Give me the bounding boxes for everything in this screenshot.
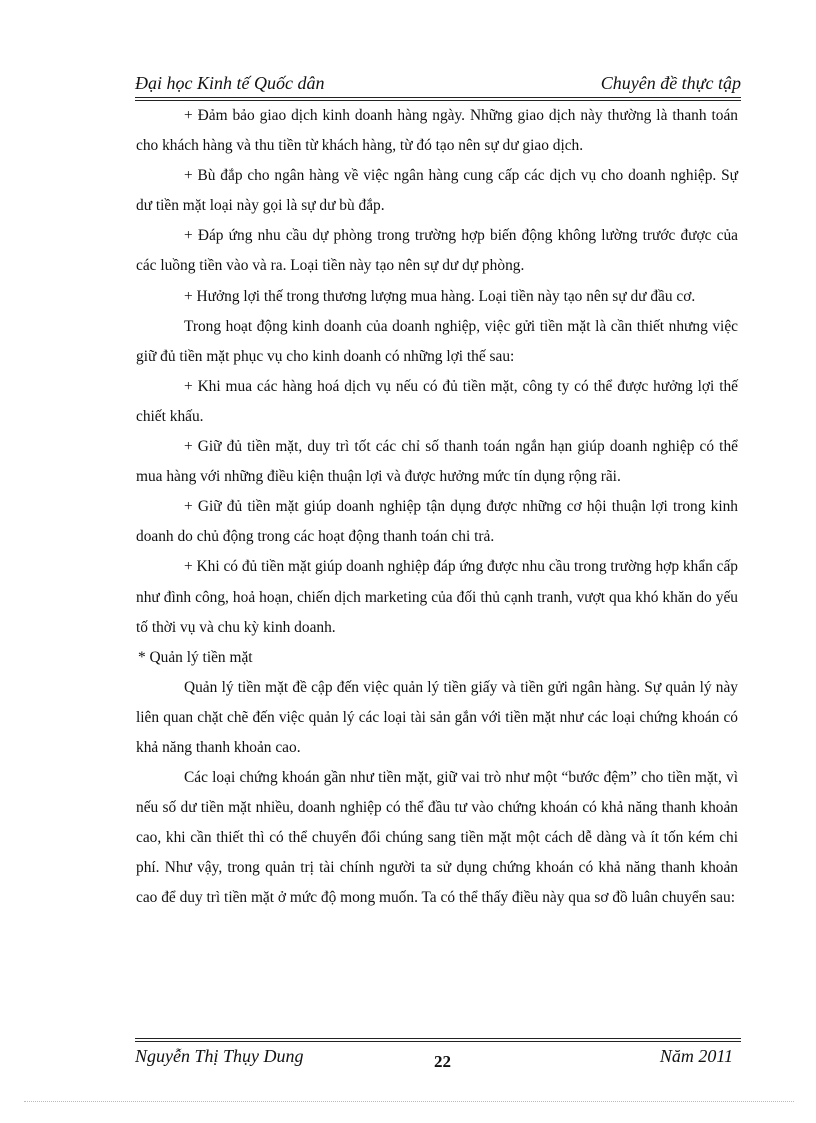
body-text	[136, 101, 738, 914]
paragraph-transaction-balance: + Đảm bảo giao dịch kinh doanh hàng ngày. Những giao dịch này thường là thanh toán cho khách hàng và thu tiền từ khách hàng, từ đó tạo nên sự dư giao dịch.	[136, 107, 738, 155]
footer-rule-bottom	[135, 1041, 741, 1042]
header-rule-top	[135, 97, 741, 98]
footer-author: Nguyễn Thị Thụy Dung	[135, 1046, 304, 1066]
page-number: 22	[434, 1052, 451, 1071]
paragraph-discount-advantage: + Khi mua các hàng hoá dịch vụ nếu có đủ tiền mặt, công ty có thể được hưởng lợi thế chiết khấu.	[136, 377, 738, 425]
paragraph-opportunity-advantage: + Giữ đủ tiền mặt giúp doanh nghiệp tận dụng được những cơ hội thuận lợi trong kinh doanh do chủ động trong các hoạt động thanh toán chi trả.	[136, 498, 738, 546]
footer-rule-top	[135, 1038, 741, 1039]
paragraph-speculative-balance: + Hưởng lợi thế trong thương lượng mua hàng. Loại tiền này tạo nên sự dư đầu cơ.	[184, 287, 696, 305]
paragraph-cash-advantages-intro: Trong hoạt động kinh doanh của doanh nghiệp, việc gửi tiền mặt là cần thiết nhưng việc giữ đủ tiền mặt phục vụ cho kinh doanh có những lợi thế sau:	[136, 317, 738, 365]
paragraph-compensating-balance: + Bù đắp cho ngân hàng về việc ngân hàng cung cấp các dịch vụ cho doanh nghiệp. Sự dư tiền mặt loại này gọi là sự dư bù đắp.	[136, 167, 738, 215]
section-heading-cash-management: * Quản lý tiền mặt	[138, 648, 253, 666]
page-edge-dotted-line	[24, 1101, 794, 1102]
paragraph-emergency-advantage: + Khi có đủ tiền mặt giúp doanh nghiệp đáp ứng được nhu cầu trong trường hợp khẩn cấp như đình công, hoả hoạn, chiến dịch marketing của đối thủ cạnh tranh, vượt qua khó khăn do yếu tố thời vụ và chu kỳ kinh doanh.	[136, 558, 738, 636]
page-footer	[135, 1043, 741, 1069]
paragraph-precautionary-balance: + Đáp ứng nhu cầu dự phòng trong trường hợp biến động không lường trước được của các luồng tiền vào và ra. Loại tiền này tạo nên sự dư dự phòng.	[136, 227, 738, 275]
paragraph-liquidity-advantage: + Giữ đủ tiền mặt, duy trì tốt các chỉ số thanh toán ngắn hạn giúp doanh nghiệp có thể mua hàng với những điều kiện thuận lợi và được hưởng mức tín dụng rộng rãi.	[136, 438, 738, 486]
page-header	[135, 70, 741, 96]
footer-year: Năm 2011	[659, 1046, 733, 1066]
header-university: Đại học Kinh tế Quốc dân	[135, 73, 325, 93]
paragraph-cash-management-definition: Quản lý tiền mặt đề cập đến việc quản lý tiền giấy và tiền gửi ngân hàng. Sự quản lý này liên quan chặt chẽ đến việc quản lý các loại tài sản gắn với tiền mặt như các loại chứng khoán có khả năng thanh khoản cao.	[136, 678, 738, 756]
header-report-type: Chuyên đề thực tập	[600, 73, 741, 93]
paragraph-marketable-securities: Các loại chứng khoán gần như tiền mặt, giữ vai trò như một “bước đệm” cho tiền mặt, vì nếu số dư tiền mặt nhiều, doanh nghiệp có thể đầu tư vào chứng khoán có khả năng thanh khoản cao, khi cần thiết thì có thể chuyển đổi chúng sang tiền mặt một cách dễ dàng và ít tốn kém chi phí. Như vậy, trong quản trị tài chính người ta sử dụng chứng khoán có khả năng thanh khoản cao để duy trì tiền mặt ở mức độ mong muốn. Ta có thể thấy điều này qua sơ đồ luân chuyển sau:	[136, 769, 738, 907]
